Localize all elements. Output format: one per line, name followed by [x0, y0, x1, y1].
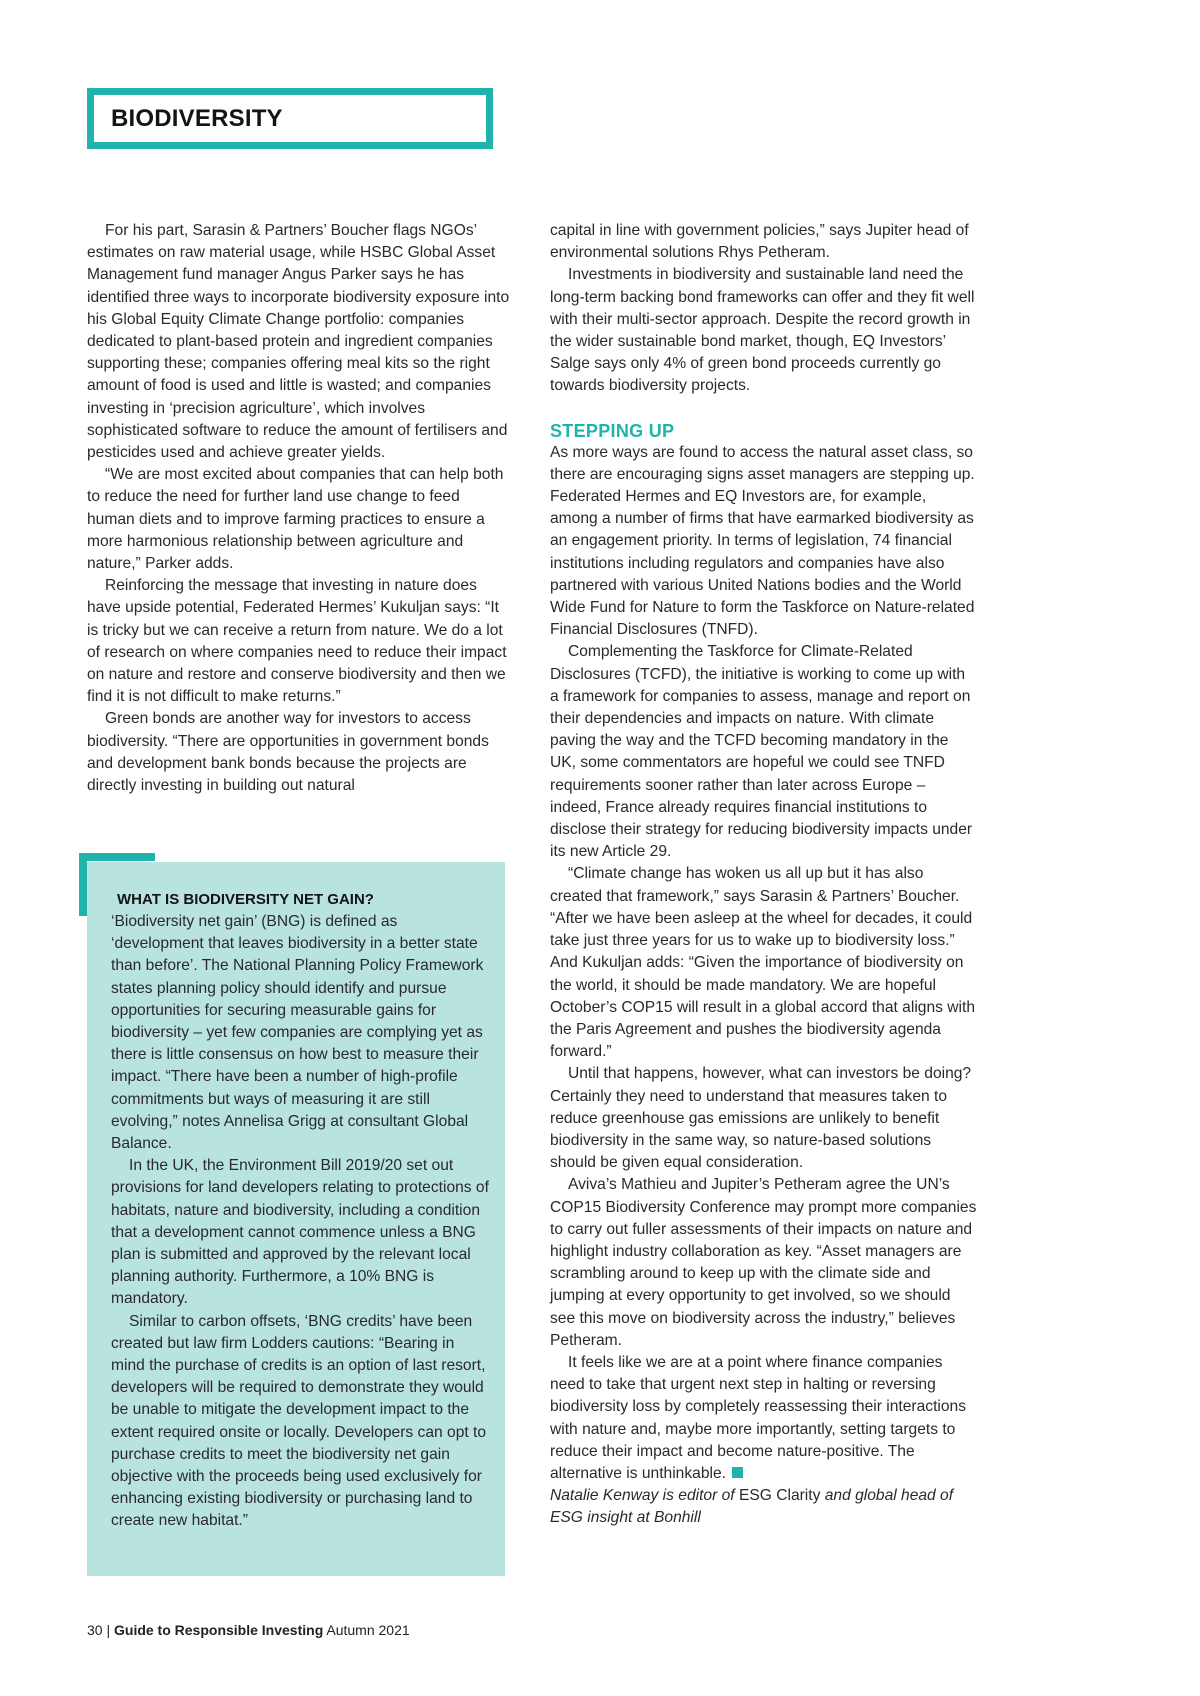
byline-after: and global head of ESG insight at Bonhill [550, 1487, 954, 1527]
right-paragraph-4: Complementing the Taskforce for Climate-Related Disclosures (TCFD), the initiative is working to come up with a framework for companies to assess, manage and report on their dependencies and impacts on nature. With climate paving the way and the TCFD becoming mandatory in the UK, some commentators are hopeful we could see TNFD requirements sooner rather than later across Europe – indeed, France already requires financial institutions to disclose their strategy for reducing biodiversity impacts under its new Article 29. [550, 643, 973, 861]
subhead-stepping-up: STEPPING UP [550, 420, 675, 441]
left-paragraph-2: “We are most excited about companies that can help both to reduce the need for further land use change to feed human diets and to improve farming practices to ensure a more harmonious relationship between agriculture and nature,” Parker adds. [87, 466, 504, 573]
footer-issue: Autumn 2021 [326, 1622, 410, 1638]
byline-publication: ESG Clarity [738, 1487, 821, 1505]
left-paragraph-3: Reinforcing the message that investing in nature does have upside potential, Federated Hermes’ Kukuljan says: “It is tricky but we can receive a return from nature. We do a lot of research on where companies need to reduce their impact on nature and restore and conserve biodiversity and then we find it is not difficult to make returns.” [87, 577, 507, 706]
right-paragraph-6: Until that happens, however, what can investors be doing? Certainly they need to understand that measures taken to reduce greenhouse gas emissions are unlikely to benefit biodiversity in the same way, so nature-based solutions should be given equal consideration. [550, 1065, 972, 1172]
left-paragraph-4: Green bonds are another way for investors to access biodiversity. “There are opportunities in government bonds and development bank bonds because the projects are directly investing in building out natural [87, 710, 489, 795]
sidebar-title: WHAT IS BIODIVERSITY NET GAIN? [117, 891, 374, 908]
left-column [87, 220, 511, 797]
left-paragraph-1: For his part, Sarasin & Partners’ Boucher flags NGOs’ estimates on raw material usage, while HSBC Global Asset Management fund manager Angus Parker says he has identified three ways to incorporate biodiversity exposure into his Global Equity Climate Change portfolio: companies dedicated to plant-based protein and ingredient companies supporting these; companies offering meal kits so the right amount of food is used and little is wasted; and companies investing in ‘precision agriculture’, which involves sophisticated software to reduce the amount of fertilisers and pesticides used and achieve greater yields. [87, 222, 510, 462]
sidebar-accent-left [79, 853, 87, 916]
footer-guide-title: Guide to Responsible Investing [114, 1622, 324, 1638]
right-paragraph-1: capital in line with government policies,” says Jupiter head of environmental solutions Rhys Petheram. [550, 222, 969, 262]
sidebar-box [87, 862, 505, 1576]
right-column [550, 220, 978, 1530]
byline-before: Natalie Kenway is editor of [550, 1487, 739, 1505]
right-paragraph-7: Aviva’s Mathieu and Jupiter’s Petheram agree the UN’s COP15 Biodiversity Conference may prompt more companies to carry out fuller assessments of their impacts on nature and highlight industry collaboration as key. “Asset managers are scrambling around to keep up with the climate side and jumping at every opportunity to get involved, so we should see this move on biodiversity across the industry,” believes Petheram. [550, 1176, 977, 1349]
sidebar-paragraph-2: In the UK, the Environment Bill 2019/20 set out provisions for land developers relating to protections of habitats, nature and biodiversity, including a condition that a development cannot commence unless a BNG plan is submitted and approved by the relevant local planning authority. Furthermore, a 10% BNG is mandatory. [111, 1157, 489, 1308]
page-footer [87, 1622, 410, 1638]
section-tag [87, 88, 493, 149]
author-byline [550, 1485, 978, 1529]
right-paragraph-3: As more ways are found to access the natural asset class, so there are encouraging signs asset managers are stepping up. Federated Hermes and EQ Investors are, for example, among a number of firms that have earmarked biodiversity as an engagement priority. In terms of legislation, 74 financial institutions including regulators and companies have also partnered with various United Nations bodies and the World Wide Fund for Nature to form the Taskforce on Nature-related Financial Disclosures (TNFD). [550, 443, 975, 639]
sidebar-paragraph-3: Similar to carbon offsets, ‘BNG credits’ have been created but law firm Lodders cautions: “Bearing in mind the purchase of credits is an option of last resort, developers will be required to demonstrate they would be unable to mitigate the development impact to the extent required onsite or locally. Developers can opt to purchase credits to meet the biodiversity net gain objective with the proceeds being used exclusively for enhancing existing biodiversity or purchasing land to create new habitat.” [111, 1312, 487, 1530]
sidebar-accent-top [79, 853, 155, 861]
closing-text: It feels like we are at a point where finance companies need to take that urgent next step in halting or reversing biodiversity loss by completely reassessing their interactions with nature and, maybe more importantly, setting targets to reduce their impact and become nature-positive. The alternative is unthinkable. [550, 1353, 967, 1482]
section-label: BIODIVERSITY [111, 104, 283, 132]
right-paragraph-5: “Climate change has woken us all up but it has also created that framework,” says Sarasin & Partners’ Boucher. “After we have been asleep at the wheel for decades, it could take just three years for us to wake up to biodiversity loss.” And Kukuljan adds: “Given the importance of biodiversity on the world, it should be made mandatory. We are hopeful October’s COP15 will result in a global accord that aligns with the Paris Agreement and pushes the biodiversity agenda forward.” [550, 865, 975, 1061]
closing-paragraph [550, 1352, 978, 1485]
page-number: 30 [87, 1622, 103, 1638]
end-mark-icon [732, 1467, 743, 1478]
right-paragraph-2: Investments in biodiversity and sustainable land need the long-term backing bond frameworks can offer and they fit well with their multi-sector approach. Despite the record growth in the wider sustainable bond market, though, EQ Investors’ Salge says only 4% of green bond proceeds currently go towards biodiversity projects. [550, 266, 975, 395]
footer-separator: | [106, 1622, 111, 1638]
sidebar-paragraph-1: ‘Biodiversity net gain’ (BNG) is defined as ‘development that leaves biodiversity in a better state than before’. The National Planning Policy Framework states planning policy should identify and pursue opportunities for securing measurable gains for biodiversity – yet few companies are complying yet as there is little consensus on how best to measure their impact. “There have been a number of high-profile commitments but ways of measuring it are still evolving,” notes Annelisa Grigg at consultant Global Balance. [111, 913, 484, 1153]
